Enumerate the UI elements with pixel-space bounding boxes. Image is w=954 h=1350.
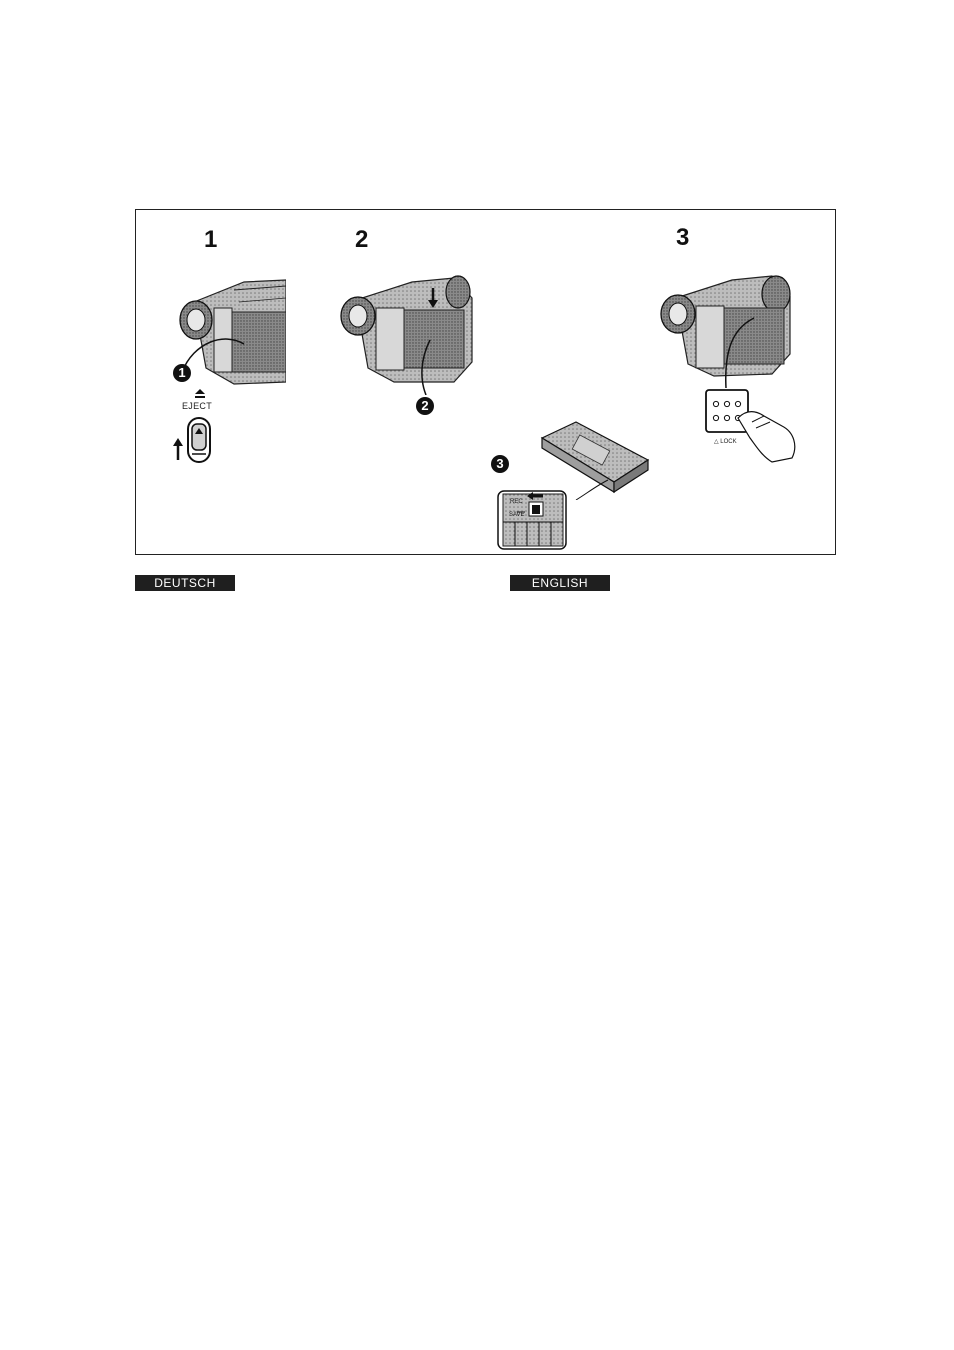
section-tab-deutsch: DEUTSCH <box>135 575 235 591</box>
eject-icon <box>193 388 207 400</box>
rec-save-switch-illustration <box>497 490 569 552</box>
camcorder-illustration-step2 <box>334 270 474 395</box>
callout-2: 2 <box>416 397 434 415</box>
lock-label-text: LOCK <box>720 439 737 445</box>
callout-3: 3 <box>491 455 509 473</box>
lock-label: △ LOCK <box>714 439 737 445</box>
camcorder-illustration-step3 <box>654 268 794 388</box>
cassette-illustration <box>536 420 654 500</box>
step-number-3: 3 <box>676 224 690 251</box>
section-tab-english: ENGLISH <box>510 575 610 591</box>
step-number-2: 2 <box>355 226 369 253</box>
lock-button-panel-illustration <box>702 386 802 466</box>
step-number-1: 1 <box>204 226 218 253</box>
eject-label: EJECT <box>182 401 213 411</box>
rec-label: REC <box>510 499 523 505</box>
save-label: SAVE <box>509 512 525 518</box>
eject-slider-illustration <box>170 412 214 464</box>
illustration-panel <box>135 209 836 555</box>
callout-1: 1 <box>173 364 191 382</box>
